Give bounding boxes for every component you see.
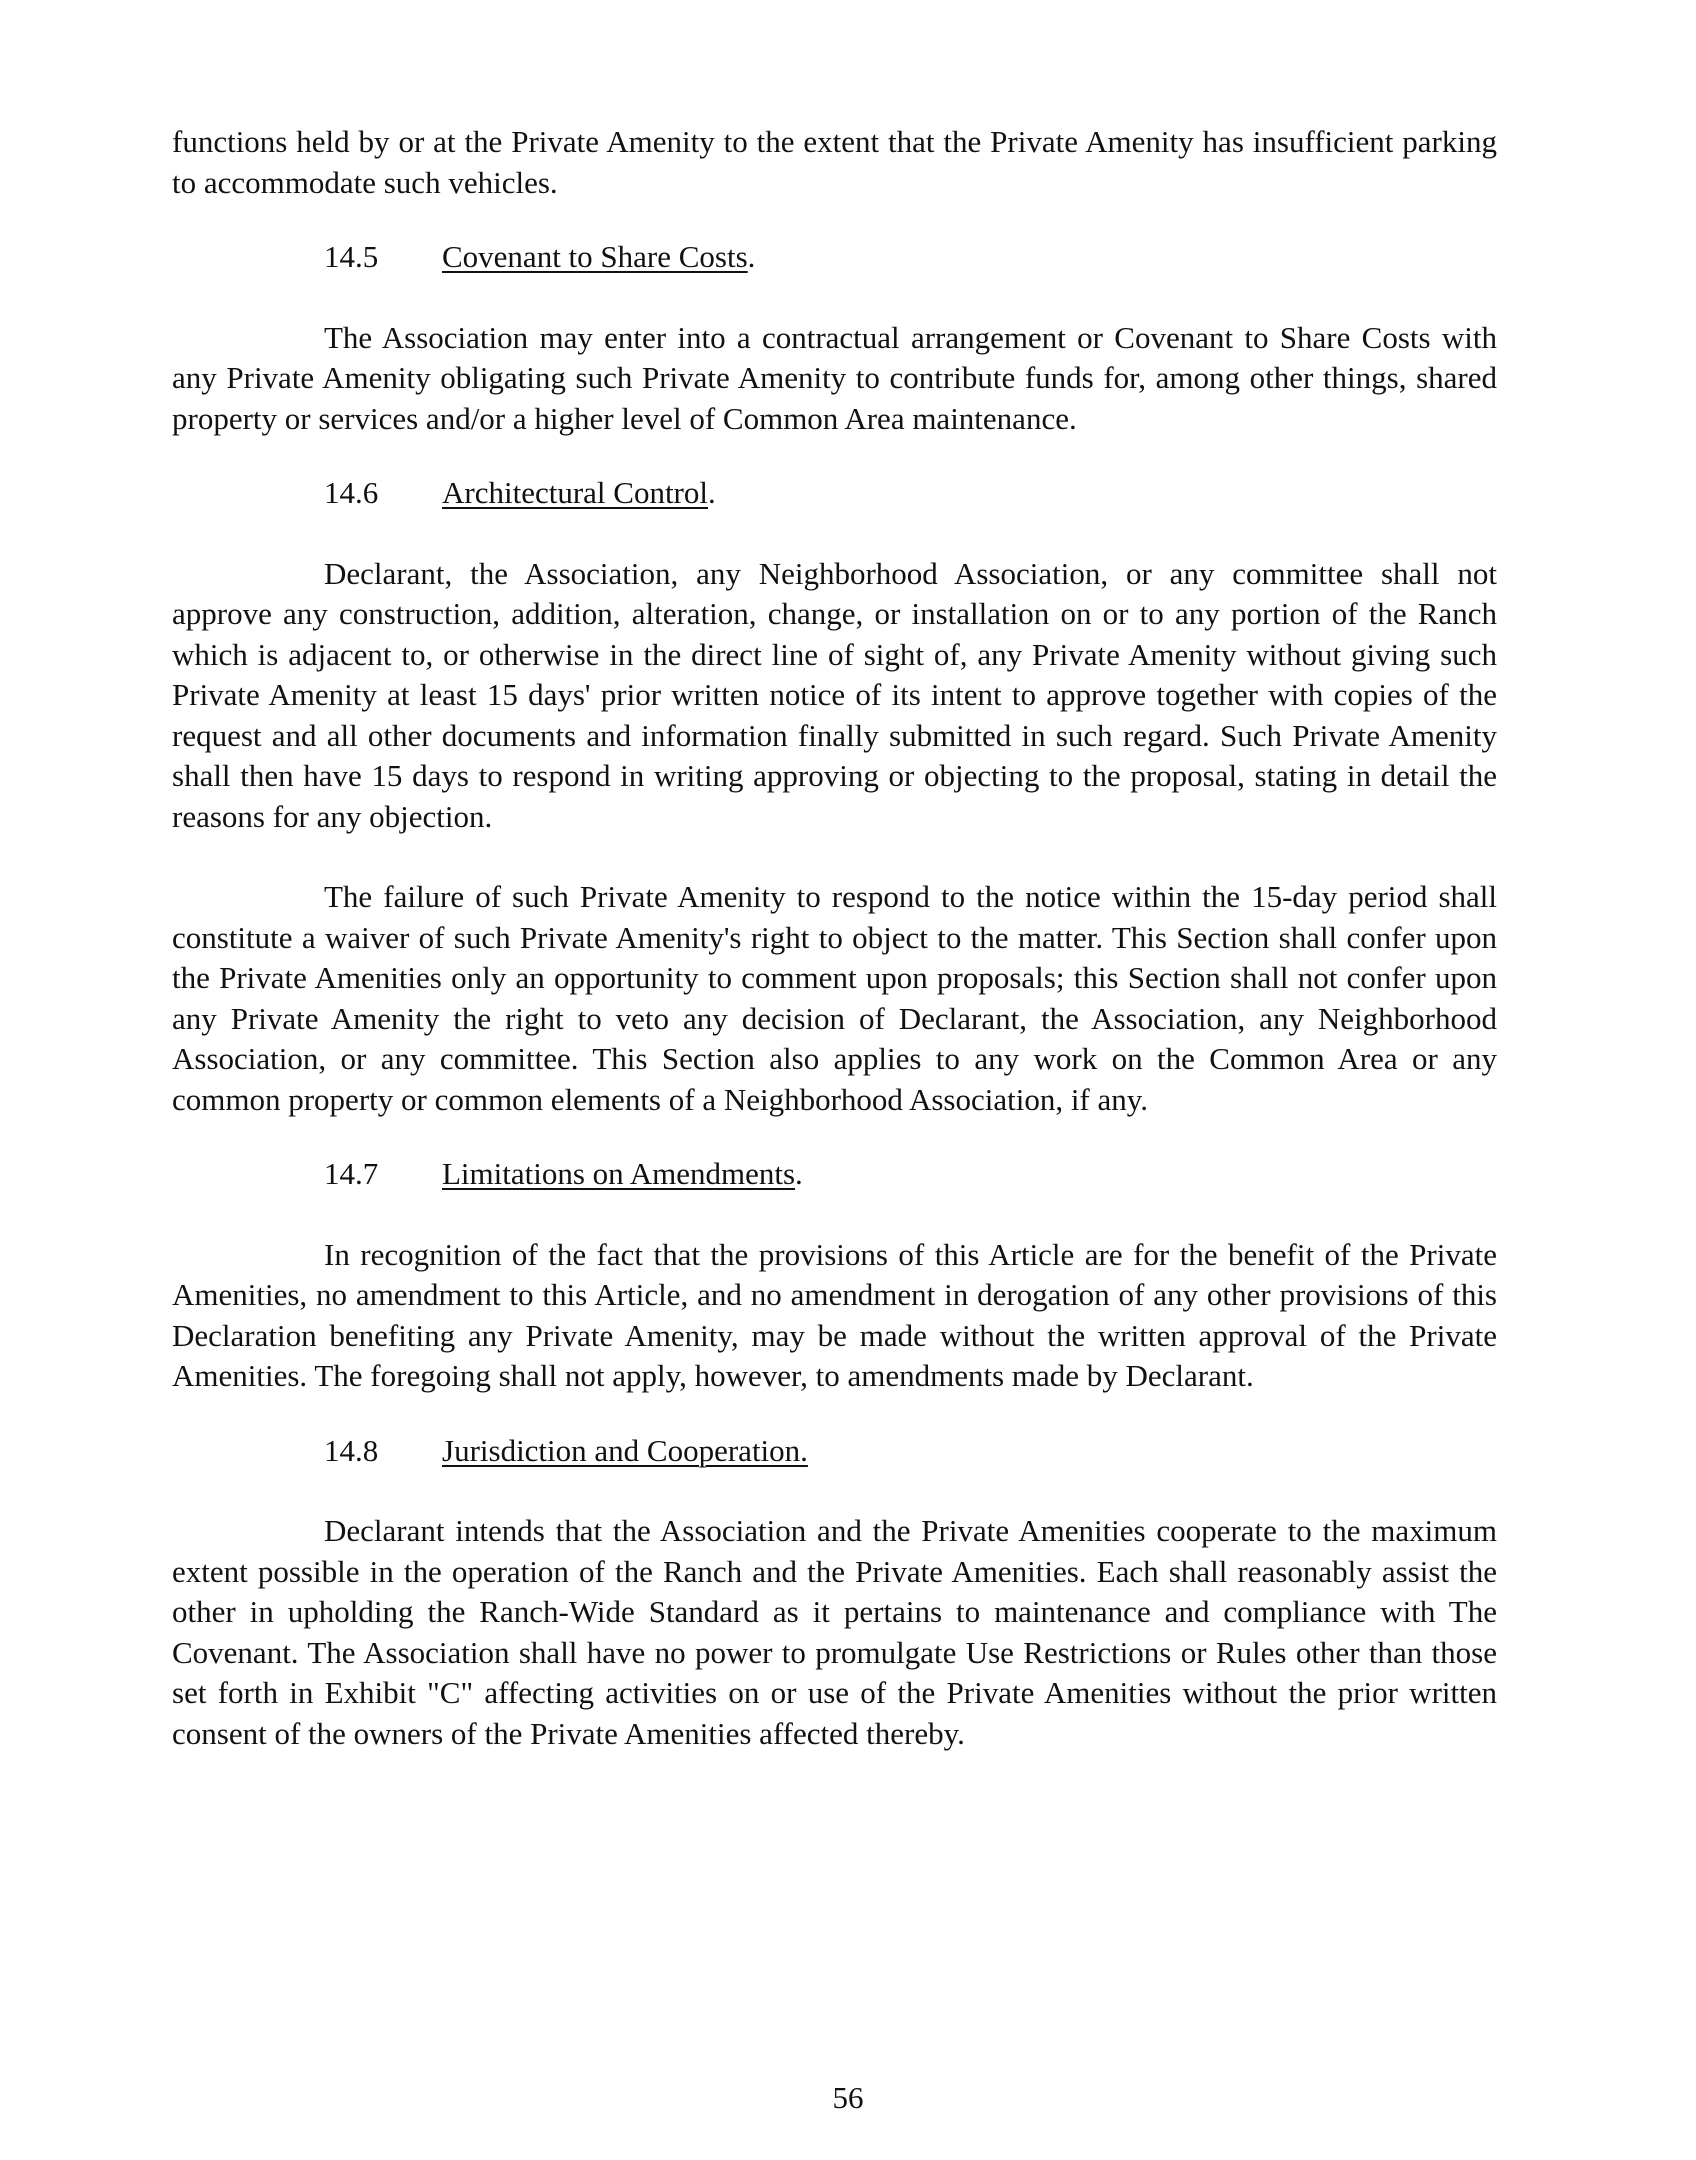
section-heading-14-7 bbox=[172, 1154, 1497, 1195]
paragraph-architectural-control: Declarant, the Association, any Neighborhood Association, or any committee shall not approve any construction, addition, alteration, change, or installation on or to any portion of the Ranch which is adjacent to, or otherwise in the direct line of sight of, any Private Amenity without giving such Private Amenity at least 15 days' prior written notice of its intent to approve together with copies of the request and all other documents and information finally submitted in such regard. Such Private Amenity shall then have 15 days to respond in writing approving or objecting to the proposal, stating in detail the reasons for any objection. bbox=[172, 555, 1497, 834]
section-heading-14-6 bbox=[172, 473, 1497, 514]
section-title: Covenant to Share Costs bbox=[442, 239, 748, 274]
section-heading-14-5 bbox=[172, 237, 1497, 278]
section-title-period: . bbox=[747, 239, 756, 274]
paragraph-failure-to-respond: The failure of such Private Amenity to respond to the notice within the 15-day period shall constitute a waiver of such Private Amenity's right to object to the matter. This Section shall confer upon the Private Amenities only an opportunity to comment upon proposals; this Section shall not confer upon any Private Amenity the right to veto any decision of Declarant, the Association, any Neighborhood Association, or any committee. This Section also applies to any work on the Common Area or any common property or common elements of a Neighborhood Association, if any. bbox=[172, 879, 1497, 1117]
section-heading-14-8 bbox=[172, 1431, 1497, 1472]
section-title: Architectural Control bbox=[442, 475, 708, 510]
page-number: 56 bbox=[832, 2080, 864, 2115]
section-title: Jurisdiction and Cooperation. bbox=[442, 1432, 808, 1468]
paragraph-limitations-amendments: In recognition of the fact that the provisions of this Article are for the benefit of the Private Amenities, no amendment to this Article, and no amendment in derogation of any other provisions of this Declaration benefiting any Private Amenity, may be made without the written approval of the Private Amenities. The foregoing shall not apply, however, to amendments made by Declarant. bbox=[172, 1236, 1497, 1393]
section-title-period: . bbox=[708, 475, 716, 510]
section-number: 14.6 bbox=[324, 475, 379, 510]
section-number: 14.8 bbox=[324, 1432, 379, 1468]
section-number: 14.5 bbox=[324, 239, 379, 274]
paragraph-covenant-share-costs: The Association may enter into a contractual arrangement or Covenant to Share Costs with any Private Amenity obligating such Private Amenity to contribute funds for, among other things, shared property or services and/or a higher level of Common Area maintenance. bbox=[172, 319, 1497, 436]
paragraph-continuation: functions held by or at the Private Amenity to the extent that the Private Amenity has insufficient parking to accommodate such vehicles. bbox=[172, 124, 1497, 200]
paragraph-jurisdiction-cooperation: Declarant intends that the Association and the Private Amenities cooperate to the maximum extent possible in the operation of the Ranch and the Private Amenities. Each shall reasonably assist the other in upholding the Ranch-Wide Standard as it pertains to maintenance and compliance with The Covenant. The Association shall have no power to promulgate Use Restrictions or Rules other than those set forth in Exhibit "C" affecting activities on or use of the Private Amenities without the prior written consent of the owners of the Private Amenities affected thereby. bbox=[172, 1513, 1497, 1751]
section-title: Limitations on Amendments bbox=[442, 1156, 796, 1191]
section-title-period: . bbox=[795, 1156, 803, 1191]
page-body bbox=[172, 122, 1497, 1754]
section-number: 14.7 bbox=[324, 1156, 379, 1191]
